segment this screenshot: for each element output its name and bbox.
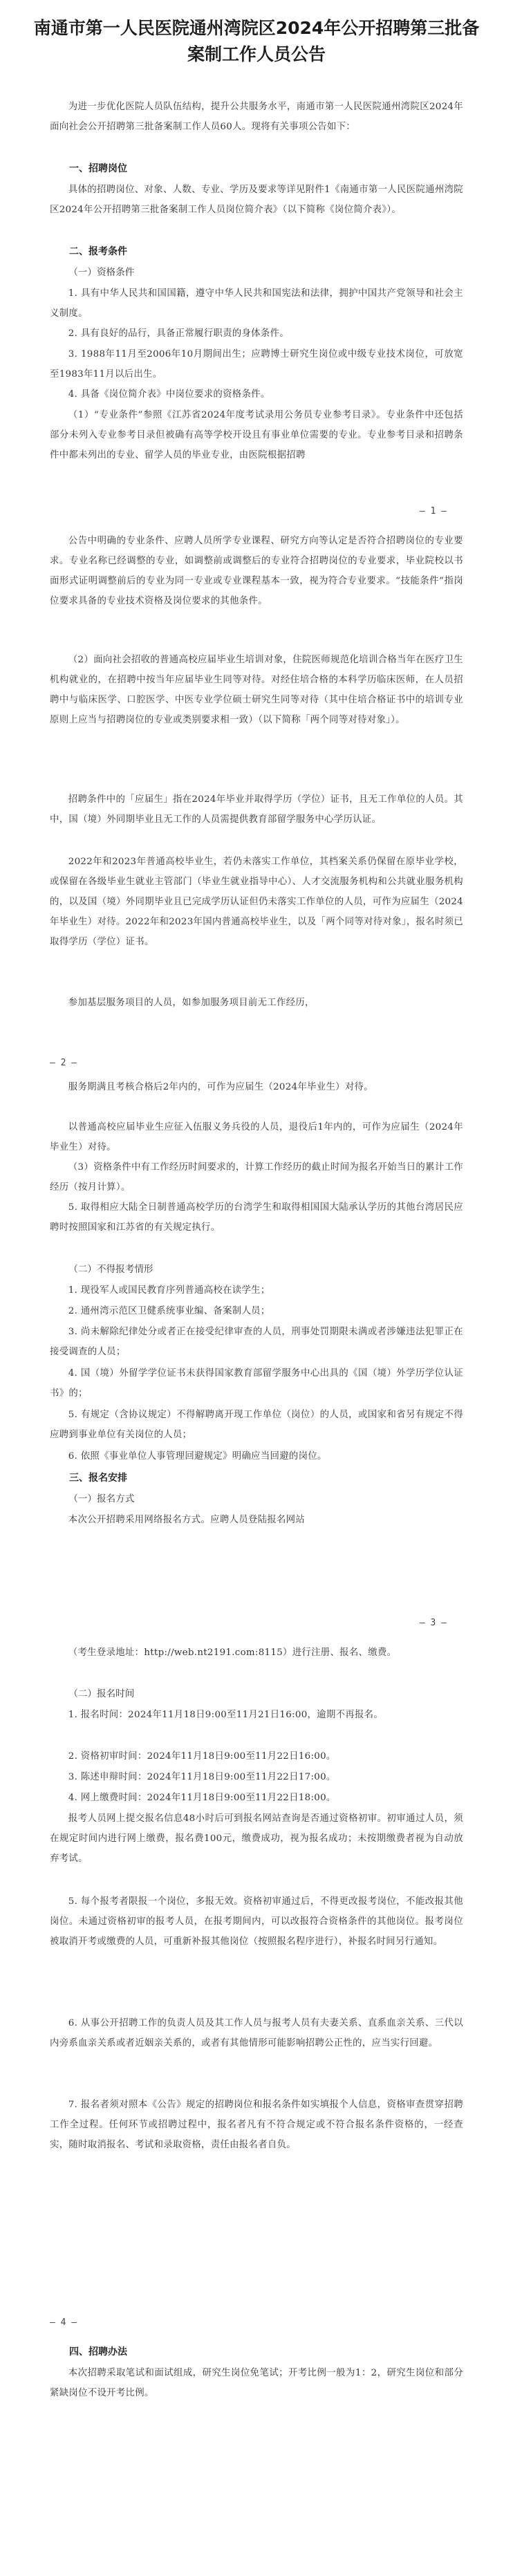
time-item: 2. 资格初审时间：2024年11月18日9:00至11月22日16:00。: [68, 1751, 336, 1762]
residency-paragraph: （2）面向社会招收的普通高校应届毕业生培训对象，住院医师规范化培训合格当年在医疗卫生机构就业的，在招聘中按当年应届毕业生同等对待。对经住培合格的本科学历临床医师，在人员招聘中与临床医学、口腔医学、中医专业学位硕士研究生同等对待（其中住培合格证书中的培训专业原则上应当与招聘岗位的专业或类别要求相一致）（以下简称「两个同等对待对象」）。: [50, 655, 463, 725]
restriction-subheading: （二）不得报考情形: [68, 1264, 153, 1275]
one-post-paragraph: 5. 每个报考者限报一个岗位，多报无效。资格初审通过后，不得更改报考岗位，不能改报其他岗位。未通过资格初审的报考人员，在报考期间内，可以改报符合资格条件的其他岗位。报考岗位被取消开考或缴费的人员，可重新补报其他岗位（按照报名程序进行），补报名时间另行通知。: [50, 1896, 463, 1947]
time-item: 4. 网上缴费时间：2024年11月18日9:00至11月22日18:00。: [68, 1793, 336, 1803]
veteran-paragraph: 以普通高校应届毕业生应征入伍服义务兵役的人员，退役后1年内的，可作为应届生（2024年毕业生）对待。: [50, 1122, 463, 1152]
page-number: — 1 —: [419, 506, 447, 516]
major-condition-paragraph: 公告中明确的专业条件、应聘人员所学专业课程、研究方向等认定是否符合招聘岗位的专业要求。专业名称已经调整的专业，如调整前或调整后的专业符合招聘岗位的专业要求，毕业院校以书面形式证明调整前后的专业为同一专业或专业课程基本一致，视为符合专业要求。“技能条件”指岗位要求具备的专业技术资格及岗位要求的其他条件。: [50, 536, 463, 606]
section-3-heading: 三、报名安排: [69, 1473, 127, 1484]
qualification-item: 2. 具有良好的品行，具备正常履行职责的身体条件。: [68, 328, 289, 339]
section-1-heading: 一、招聘岗位: [69, 163, 127, 174]
restriction-item: 4. 国（境）外留学学位证书未获得国家教育部留学服务中心出具的《国（境）外学历学位认证书》的；: [50, 1368, 463, 1399]
document-title: 南通市第一人民医院通州湾院区2024年公开招聘第三批备案制工作人员公告: [33, 18, 480, 64]
section-1-paragraph: 具体的招聘岗位、对象、人数、专业、学历及要求等详见附件1《南通市第一人民医院通州湾院区2024年公开招聘第三批备案制工作人员岗位简介表》（以下简称《岗位简介表》）。: [50, 185, 463, 215]
qualification-item: 1. 具有中华人民共和国国籍，遵守中华人民共和国宪法和法律，拥护中国共产党领导和社会主义制度。: [50, 288, 463, 319]
section-4-heading: 四、招聘办法: [69, 2346, 127, 2358]
avoidance-paragraph: 6. 从事公开招聘工作的负责人员及其工作人员与报考人员有夫妻关系、直系血亲关系、三代以内旁系血亲关系或者近姻亲关系的，或者有其他情形可能影响招聘公正性的，应当实行回避。: [50, 2018, 463, 2048]
registration-method-paragraph: 本次公开招聘采用网络报名方式。应聘人员登陆报名网站: [68, 1515, 306, 1525]
registration-time-subheading: （二）报名时间: [68, 1688, 135, 1699]
page-number: — 3 —: [419, 1618, 447, 1628]
recruitment-method-paragraph: 本次招聘采取笔试和面试组成，研究生岗位免笔试；开考比例一般为1：2，研究生岗位和部分紧缺岗位不设开考比例。: [50, 2368, 463, 2398]
restriction-item: 5. 有规定（含协议规定）不得解聘离开现工作单位（岗位）的人员，或国家和省另有规定不得应聘到事业单位有关岗位的人员；: [50, 1410, 463, 1440]
qualification-item: 3. 1988年11月至2006年10月期间出生；应聘博士研究生岗位或中级专业技术岗位，可放宽至1983年11月以后出生。: [50, 349, 463, 380]
restriction-item: 2. 通州湾示范区卫健系统事业编、备案制人员；: [68, 1306, 270, 1316]
page-number: — 2 —: [50, 1058, 77, 1068]
qualification-subheading: （一）资格条件: [68, 267, 135, 278]
time-item: 1. 报名时间：2024年11月18日9:00至11月21日16:00，逾期不再报名。: [68, 1710, 384, 1720]
section-2-heading: 二、报考条件: [69, 246, 127, 257]
restriction-item: 3. 尚未解除纪律处分或者正在接受纪律审查的人员，刑事处罚期限未满或者涉嫌违法犯罪正在接受调查的人员；: [50, 1327, 463, 1357]
fresh-graduate-paragraph: 2022年和2023年普通高校毕业生，若仍未落实工作单位，其档案关系仍保留在原毕业学校，或保留在各级毕业生就业主管部门（毕业生就业指导中心）、人才交流服务机构和公共就业服务机构的，以及国（境）外同期毕业且已完成学历认证但仍未落实工作单位的人员，可作为应届生（2024年毕业生）对待。2022年和2023年国内普通高校毕业生，以及「两个同等对待对象」，报名时须已取得学历（学位）证书。: [50, 857, 463, 947]
base-service-paragraph: 参加基层服务项目的人员，如参加服务项目前无工作经历，: [68, 998, 315, 1008]
base-service-paragraph: 服务期满且考核合格后2年内的，可作为应届生（2024年毕业生）对待。: [68, 1082, 373, 1092]
page-number: — 4 —: [50, 2317, 77, 2328]
restriction-item: 1. 现役军人或国民教育序列普通高校在读学生；: [68, 1285, 270, 1296]
fresh-graduate-paragraph: 招聘条件中的「应届生」指在2024年毕业并取得学历（学位）证书，且无工作单位的人员。其中，国（境）外同期毕业且无工作的人员需提供教育部留学服务中心学历认证。: [50, 794, 463, 825]
qualification-item: 4. 具备《岗位简介表》中岗位要求的资格条件。: [68, 389, 270, 400]
integrity-paragraph: 7. 报名者须对照本《公告》规定的招聘岗位和报名条件如实填报个人信息，资格审查贯穿招聘工作全过程。任何环节或招聘过程中，报名者凡有不符合规定或不符合报名条件资格的，一经查实，随时取消报名、考试和录取资格，责任由报名者自负。: [50, 2100, 463, 2150]
major-condition-paragraph: （1）“专业条件”参照《江苏省2024年度考试录用公务员专业参考目录》。专业条件中还包括部分未列入专业参考目录但被确有高等学校开设且有事业单位需要的专业。专业参考目录和招聘条件中都未列出的专业、留学人员的毕业专业，由医院根据招聘: [50, 410, 463, 460]
work-time-paragraph: （3）资格条件中有工作经历时间要求的，计算工作经历的截止时间为报名开始当日的累计工作经历（按月计算）。: [50, 1162, 463, 1193]
taiwan-paragraph: 5. 取得相应大陆全日制普通高校学历的台湾学生和取得相国国大陆承认学历的其他台湾居民应聘时按照国家和江苏省的有关规定执行。: [50, 1202, 463, 1233]
time-item: 3. 陈述申辩时间：2024年11月18日9:00至11月22日17:00。: [68, 1772, 336, 1782]
intro-paragraph: 为进一步优化医院人员队伍结构，提升公共服务水平，南通市第一人民医院通州湾院区2024年面向社会公开招聘第三批备案制工作人员60人。现将有关事项公告如下：: [50, 102, 463, 132]
registration-method-subheading: （一）报名方式: [68, 1493, 135, 1504]
registration-url-paragraph[interactable]: （考生登录地址：http://web.nt2191.com:8115）进行注册、报名、缴费。: [68, 1648, 397, 1658]
restriction-item: 6. 依照《事业单位人事管理回避规定》明确应当回避的岗位。: [68, 1451, 327, 1462]
fee-paragraph: 报考人员网上提交报名信息48小时后可到报名网站查询是否通过资格初审。初审通过人员，须在规定时间内进行网上缴费，报名费100元，缴费成功，视为报名成功；未按期缴费者视为自动放弃考试。: [50, 1813, 463, 1864]
